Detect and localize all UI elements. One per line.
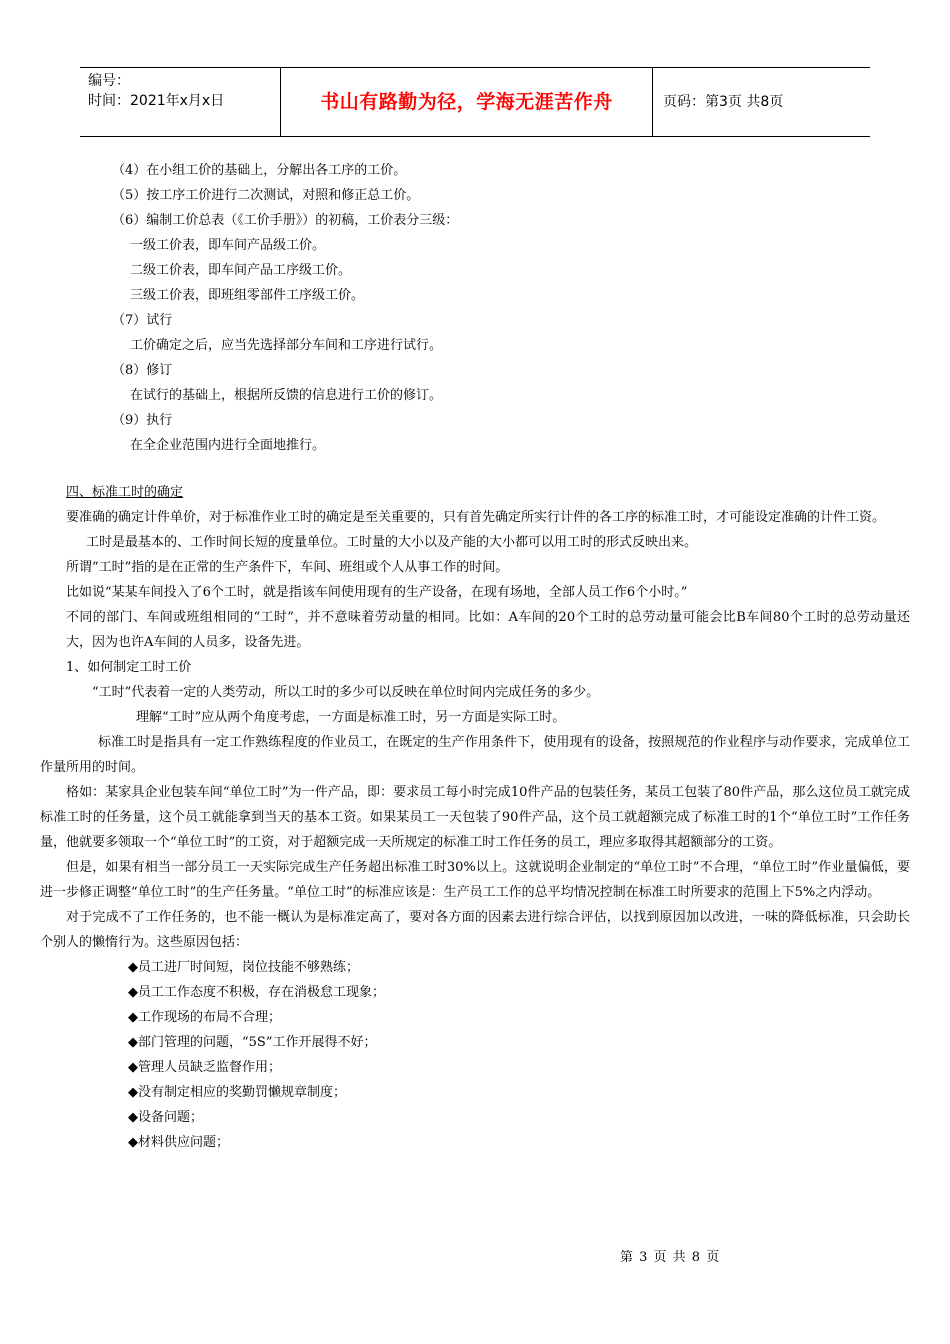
bullet-item: ◆设备问题；: [128, 1110, 203, 1125]
paragraph: 比如说“某某车间投入了6个工时，就是指该车间使用现有的生产设备，在现有场地，全部人员工作6个小时。”: [66, 585, 688, 600]
bullet-item: ◆材料供应问题；: [128, 1135, 229, 1150]
step-item: （4）在小组工价的基础上，分解出各工序的工价。: [112, 163, 407, 178]
paragraph: 标准工时是指具有一定工作熟练程度的作业员工，在既定的生产作用条件下，使用现有的设备，按照规范的作业程序与动作要求，完成单位工作量所用的时间。: [40, 735, 910, 775]
paragraph: “工时”代表着一定的人类劳动，所以工时的多少可以反映在单位时间内完成任务的多少。: [92, 685, 600, 700]
step-item: （5）按工序工价进行二次测试，对照和修正总工价。: [112, 188, 420, 203]
step-text: 在全企业范围内进行全面地推行。: [130, 438, 326, 453]
date-label: 时间：2021年x月x日: [88, 93, 225, 109]
serial-number-label: 编号：: [88, 73, 130, 89]
level-item: 二级工价表，即车间产品工序级工价。: [130, 263, 352, 278]
spacer: [40, 458, 910, 480]
step-text: 在试行的基础上，根据所反馈的信息进行工价的修订。: [130, 388, 443, 403]
step-item: （6）编制工价总表（《工价手册》）的初稿，工价表分三级：: [112, 213, 459, 228]
bullet-item: ◆没有制定相应的奖勤罚懒规章制度；: [128, 1085, 346, 1100]
paragraph: 所谓“工时”指的是在正常的生产条件下，车间、班组或个人从事工作的时间。: [66, 560, 509, 575]
bullet-item: ◆部门管理的问题，“5S”工作开展得不好；: [128, 1035, 377, 1050]
paragraph: 不同的部门、车间或班组相同的“工时”，并不意味着劳动量的相同。比如：A车间的20个工时的总劳动量可能会比B车间80个工时的总劳动量还大，因为也许A车间的人员多，设备先进。: [66, 610, 910, 650]
bullet-item: ◆员工工作态度不积极，存在消极怠工现象；: [128, 985, 385, 1000]
paragraph: 格如：某家具企业包装车间“单位工时”为一件产品，即：要求员工每小时完成10件产品的包装任务，某员工包装了80件产品，那么这位员工就完成标准工时的任务量，这个员工就能拿到当天的基本工资。如果某员工一天包装了90件产品，这个员工就超额完成了标准工时的1个“单位工时”工作任务量，他就要多领取一个“单位工时”的工资，对于超额完成一天所规定的标准工时工作任务的员工，理应多取得其超额部分的工资。: [40, 785, 910, 850]
page-footer: 第 3 页 共 8 页: [620, 1250, 721, 1265]
bullet-item: ◆员工进厂时间短，岗位技能不够熟练；: [128, 960, 359, 975]
header-page-number: 页码：第3页 共8页: [663, 94, 784, 110]
step-item: （7）试行: [112, 313, 173, 328]
subsection-title: 1、如何制定工时工价: [66, 660, 192, 675]
step-item: （9）执行: [112, 413, 173, 428]
header-motto: 书山有路勤为径，学海无涯苦作舟: [281, 68, 653, 136]
paragraph: 工时是最基本的、工作时间长短的度量单位。工时量的大小以及产能的大小都可以用工时的形式反映出来。: [86, 535, 698, 550]
paragraph: 对于完成不了工作任务的，也不能一概认为是标准定高了，要对各方面的因素去进行综合评估，以找到原因加以改进，一味的降低标准，只会助长个别人的懒惰行为。这些原因包括：: [40, 910, 910, 950]
bullet-item: ◆工作现场的布局不合理；: [128, 1010, 281, 1025]
bullet-item: ◆管理人员缺乏监督作用；: [128, 1060, 281, 1075]
paragraph: 要准确的确定计件单价，对于标准作业工时的确定是至关重要的，只有首先确定所实行计件的各工序的标准工时，才可能设定准确的计件工资。: [66, 510, 886, 525]
level-item: 一级工价表，即车间产品级工价。: [130, 238, 326, 253]
level-item: 三级工价表，即班组零部件工序级工价。: [130, 288, 365, 303]
step-item: （8）修订: [112, 363, 173, 378]
section-title: 四、标准工时的确定: [66, 485, 184, 500]
document-body: [40, 158, 910, 1155]
page-header: [80, 67, 870, 137]
header-meta-cell: [80, 68, 281, 136]
step-text: 工价确定之后，应当先选择部分车间和工序进行试行。: [130, 338, 443, 353]
paragraph: 但是，如果有相当一部分员工一天实际完成生产任务超出标准工时30%以上。这就说明企业制定的“单位工时”不合理，“单位工时”作业量偏低，要进一步修正调整“单位工时”的生产任务量。“单位工时”的标准应该是：生产员工工作的总平均情况控制在标准工时所要求的范围上下5%之内浮动。: [40, 860, 910, 900]
paragraph: 理解“工时”应从两个角度考虑，一方面是标准工时，另一方面是实际工时。: [136, 710, 566, 725]
